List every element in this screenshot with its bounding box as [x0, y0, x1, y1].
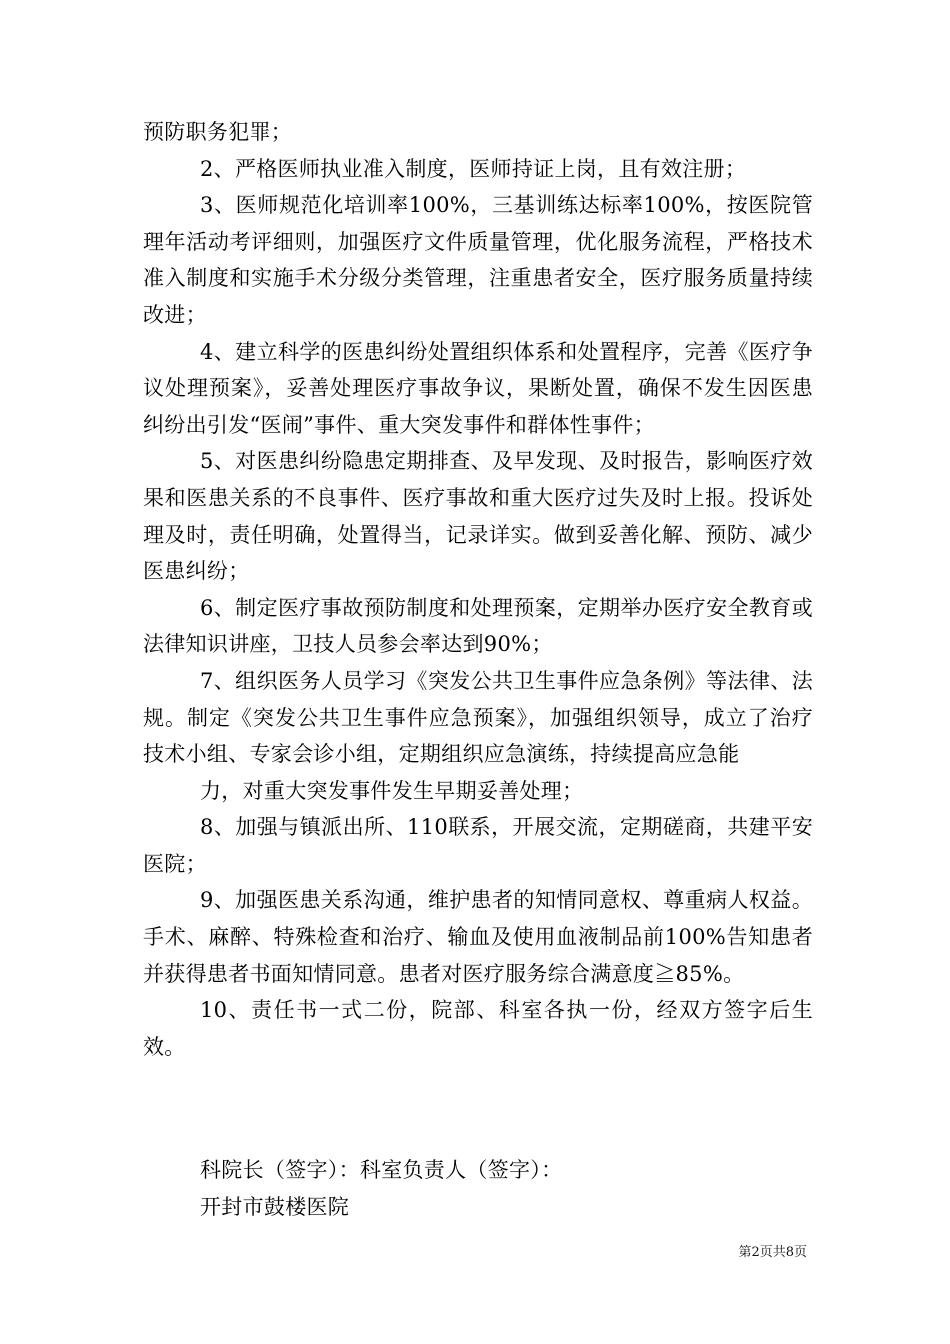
paragraph-2: 2、严格医师执业准入制度，医师持证上岗，且有效注册；	[200, 156, 747, 181]
paragraph-6: 6、制定医疗事故预防制度和处理预案，定期举办医疗安全教育或法律知识讲座，卫技人员参会率达到90%；	[143, 595, 813, 657]
paragraph-4: 4、建立科学的医患纠纷处置组织体系和处置程序，完善《医疗争议处理预案》，妥善处理医疗事故争议，果断处置，确保不发生因医患纠纷出引发“医闹”事件、重大突发事件和群体性事件；	[143, 339, 813, 437]
paragraph-9: 8、加强与镇派出所、110联系，开展交流，定期磋商，共建平安医院；	[143, 815, 813, 876]
paragraph-8: 力，对重大突发事件发生早期妥善处理；	[200, 778, 584, 803]
signature-line: 科院长（签字）：科室负责人（签字）：	[200, 1158, 563, 1182]
paragraph-7: 7、组织医务人员学习《突发公共卫生事件应急条例》等法律、法规。制定《突发公共卫生事件应急预案》，加强组织领导，成立了治疗技术小组、专家会诊小组，定期组织应急演练，持续提高应急能	[143, 668, 813, 767]
paragraph-1: 预防职务犯罪；	[143, 120, 293, 144]
signature-block	[200, 1152, 562, 1225]
page-indicator: 第2页共8页	[738, 1245, 807, 1260]
paragraph-11: 10、责任书一式二份，院部、科室各执一份，经双方签字后生效。	[143, 998, 813, 1059]
paragraph-10: 9、加强医患关系沟通，维护患者的知情同意权、尊重病人权益。手术、麻醉、特殊检查和治疗、输血及使用血液制品前100%告知患者并获得患者书面知情同意。患者对医疗服务综合满意度≧85%。	[143, 888, 813, 986]
organization-name: 开封市鼓楼医院	[200, 1194, 350, 1219]
paragraph-3: 3、医师规范化培训率100%，三基训练达标率100%，按医院管理年活动考评细则，加强医疗文件质量管理，优化服务流程，严格技术准入制度和实施手术分级分类管理，注重患者安全，医疗服务质量持续改进；	[143, 193, 813, 327]
paragraph-5: 5、对医患纠纷隐患定期排查、及早发现、及时报告，影响医疗效果和医患关系的不良事件、医疗事故和重大医疗过失及时上报。投诉处理及时，责任明确，处置得当，记录详实。做到妥善化解、预防、减少医患纠纷；	[143, 449, 813, 584]
document-body	[143, 114, 813, 1065]
